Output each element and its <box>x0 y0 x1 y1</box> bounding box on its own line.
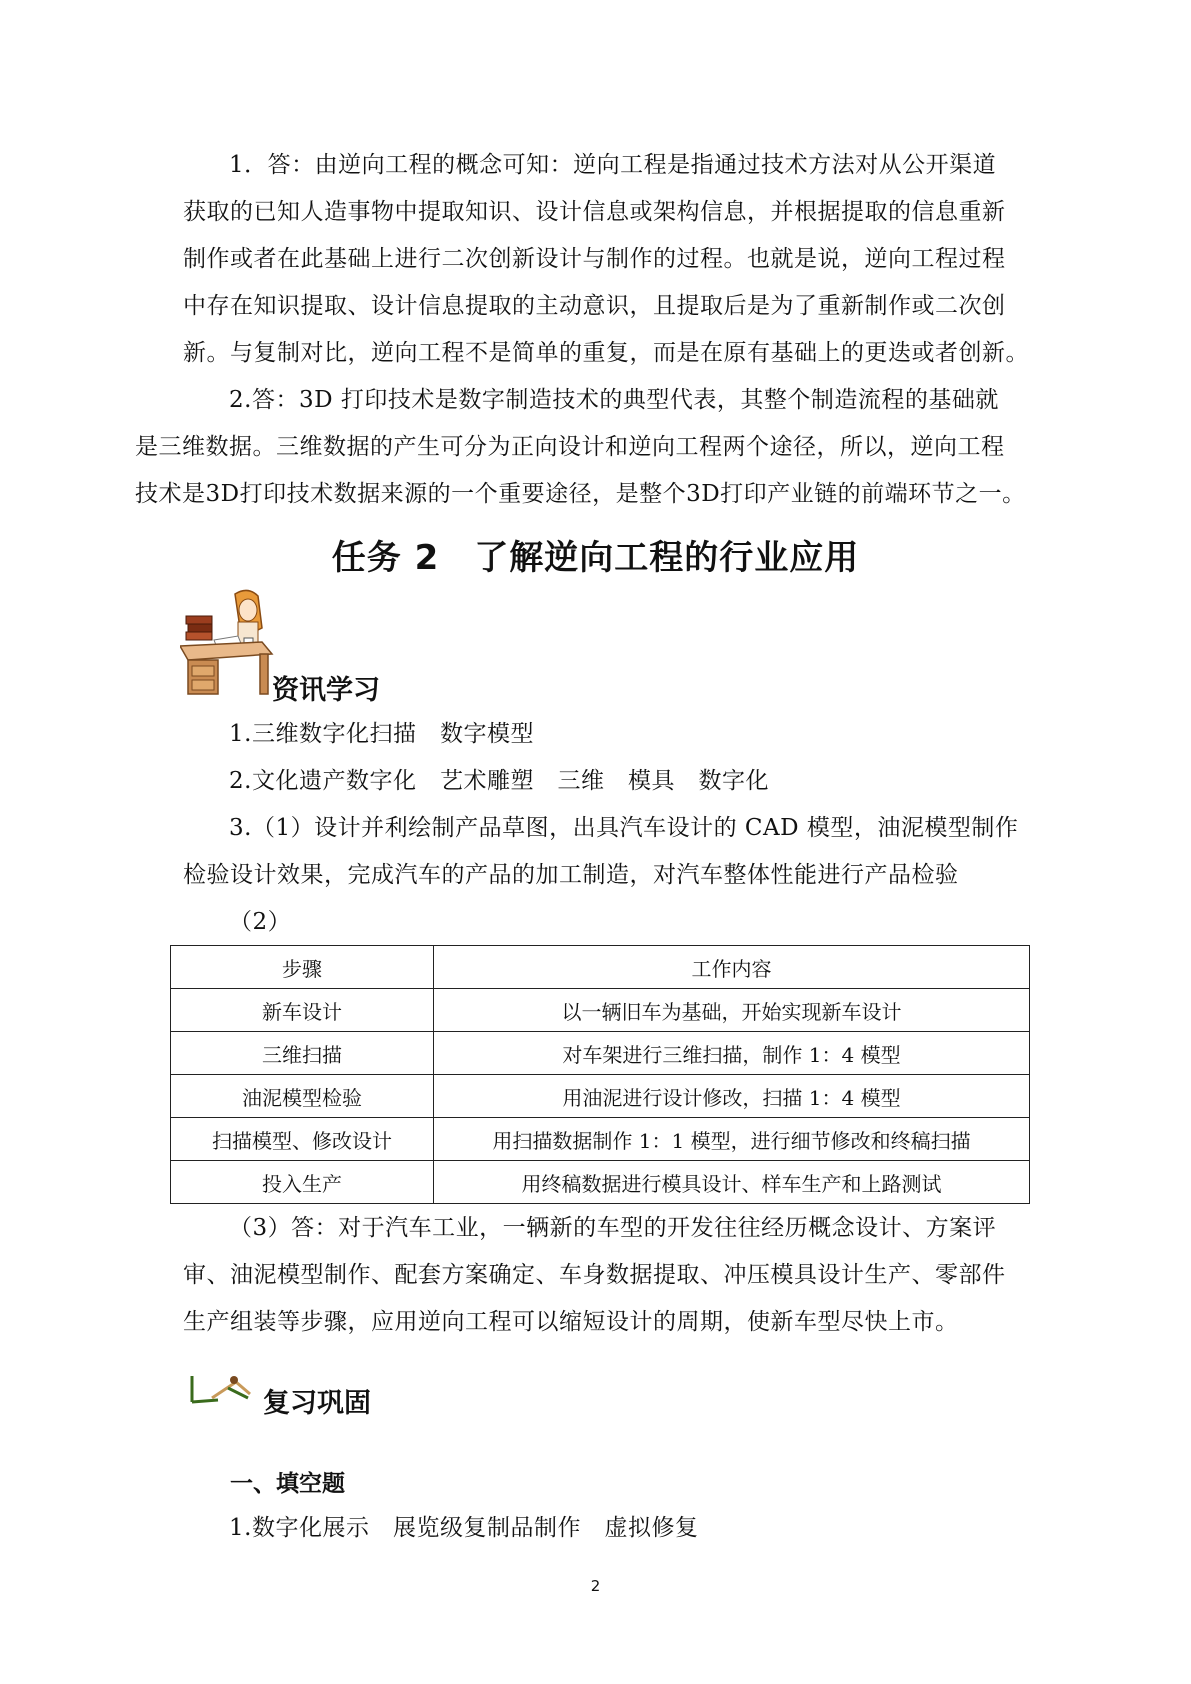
answer-2-line: 2.答：3D 打印技术是数字制造技术的典型代表，其整个制造流程的基础就 <box>229 387 999 413</box>
answer-1-line: 制作或者在此基础上进行二次创新设计与制作的过程。也就是说，逆向工程过程 <box>183 246 1006 272</box>
answer-2 <box>135 377 1025 518</box>
table-cell: 新车设计 <box>171 989 434 1032</box>
table-row <box>171 989 1030 1032</box>
person-at-desk-icon <box>180 588 275 696</box>
review-section-heading: 复习巩固 <box>263 1388 371 1419</box>
table-row <box>171 1161 1030 1204</box>
sub-item-2-label: （2） <box>229 909 292 935</box>
task-title: 任务 2 了解逆向工程的行业应用 <box>331 538 860 578</box>
table-cell: 扫描模型、修改设计 <box>171 1118 434 1161</box>
steps-table <box>170 945 1030 1204</box>
sub-item-3-line: 生产组装等步骤，应用逆向工程可以缩短设计的周期，使新车型尽快上市。 <box>183 1309 959 1335</box>
answer-2-line: 技术是3D打印技术数据来源的一个重要途径，是整个3D打印产业链的前端环节之一。 <box>135 481 1026 507</box>
table-cell: 对车架进行三维扫描，制作 1：4 模型 <box>434 1032 1030 1075</box>
sub-item-3-line: 审、油泥模型制作、配套方案确定、车身数据提取、冲压模具设计生产、零部件 <box>183 1262 1006 1288</box>
table-cell: 用扫描数据制作 1：1 模型，进行细节修改和终稿扫描 <box>434 1118 1030 1161</box>
table-header-cell: 工作内容 <box>434 946 1030 989</box>
table-row <box>171 1032 1030 1075</box>
answer-1-line: 中存在知识提取、设计信息提取的主动意识，且提取后是为了重新制作或二次创 <box>183 293 1006 319</box>
table-row <box>171 1075 1030 1118</box>
table-cell: 以一辆旧车为基础，开始实现新车设计 <box>434 989 1030 1032</box>
study-item-3-line: 3.（1）设计并利绘制产品草图，出具汽车设计的 CAD 模型，油泥模型制作 <box>229 815 1019 841</box>
page-number: 2 <box>590 1577 601 1595</box>
table-cell: 用油泥进行设计修改，扫描 1：4 模型 <box>434 1075 1030 1118</box>
answer-1-line: 新。与复制对比，逆向工程不是简单的重复，而是在原有基础上的更迭或者创新。 <box>183 340 1029 366</box>
table-cell: 三维扫描 <box>171 1032 434 1075</box>
study-item-3-line: 检验设计效果，完成汽车的产品的加工制造，对汽车整体性能进行产品检验 <box>183 862 959 888</box>
study-section-heading: 资讯学习 <box>272 675 380 706</box>
study-item: 1.三维数字化扫描 数字模型 <box>229 721 534 747</box>
table-cell: 用终稿数据进行模具设计、样车生产和上路测试 <box>434 1161 1030 1204</box>
review-items <box>183 1505 1018 1552</box>
table-row <box>171 1118 1030 1161</box>
review-item: 1.数字化展示 展览级复制品制作 虚拟修复 <box>229 1515 699 1541</box>
sub-item-3-line: （3）答：对于汽车工业，一辆新的车型的开发往往经历概念设计、方案评 <box>229 1215 997 1241</box>
answer-1-line: 获取的已知人造事物中提取知识、设计信息或架构信息，并根据提取的信息重新 <box>183 199 1006 225</box>
study-items <box>183 711 1018 946</box>
answer-1 <box>183 142 1029 377</box>
answer-1-line: 1．答：由逆向工程的概念可知：逆向工程是指通过技术方法对从公开渠道 <box>229 152 997 178</box>
table-cell: 油泥模型检验 <box>171 1075 434 1118</box>
answer-2-line: 是三维数据。三维数据的产生可分为正向设计和逆向工程两个途径，所以，逆向工程 <box>135 434 1005 460</box>
fill-in-blank-heading: 一、填空题 <box>230 1471 345 1497</box>
table-header-cell: 步骤 <box>171 946 434 989</box>
study-item: 2.文化遗产数字化 艺术雕塑 三维 模具 数字化 <box>229 768 769 794</box>
sub-item-3 <box>183 1205 1018 1346</box>
table-cell: 投入生产 <box>171 1161 434 1204</box>
gymnast-figure-icon <box>188 1372 260 1408</box>
table-header-row <box>171 946 1030 989</box>
